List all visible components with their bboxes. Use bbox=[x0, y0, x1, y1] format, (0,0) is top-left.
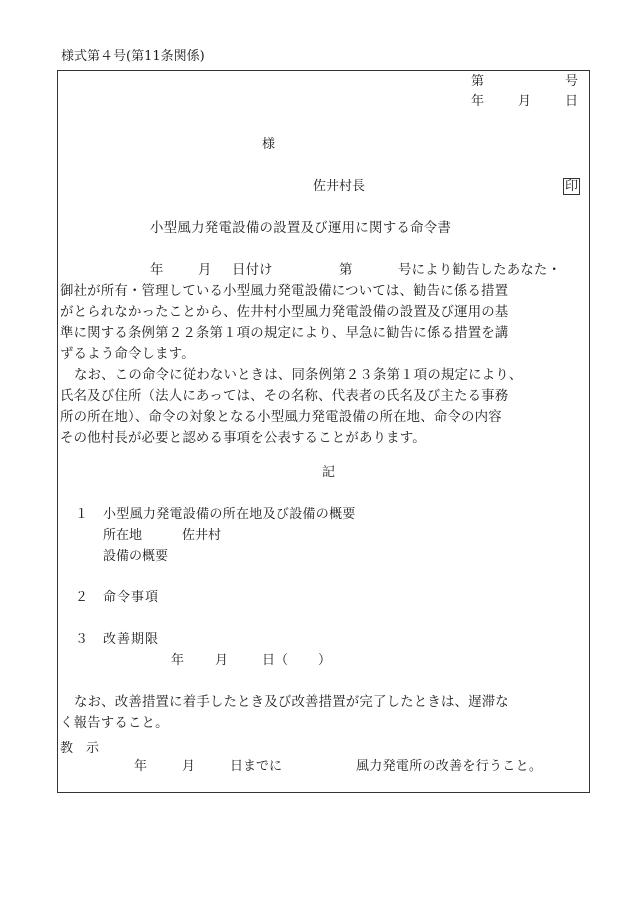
overview-label: 設備の概要 bbox=[103, 549, 169, 564]
p1-line: ずるよう命令します。 bbox=[60, 347, 195, 362]
date-day: 日 bbox=[565, 94, 579, 109]
item1-number: １ bbox=[75, 507, 89, 522]
instruction-label: 教 示 bbox=[60, 741, 100, 756]
form-label: 様式第４号(第11条関係) bbox=[61, 49, 205, 64]
p3-line: なお、改善措置に着手したとき及び改善措置が完了したときは、遅滞な bbox=[74, 695, 509, 710]
p2-line: なお、この命令に従わないときは、同条例第２３条第１項の規定により、 bbox=[74, 368, 523, 383]
ki-heading: 記 bbox=[322, 465, 336, 480]
p3-line: く報告すること。 bbox=[60, 716, 169, 731]
p2-line: 所の所在地）、命令の対象となる小型風力発電設備の所在地、命令の内容 bbox=[60, 410, 502, 425]
item3-number: ３ bbox=[75, 632, 89, 647]
instruction-month: 月 bbox=[182, 759, 196, 774]
issuer-name: 佐井村長 bbox=[313, 179, 366, 194]
addressee-honorific: 様 bbox=[262, 137, 276, 152]
p1-line: 準に関する条例第２２条第１項の規定により、早急に勧告に係る措置を講 bbox=[60, 326, 509, 341]
deadline-close: ） bbox=[318, 653, 332, 668]
item3-title: 改善期限 bbox=[103, 632, 160, 647]
instruction-year: 年 bbox=[134, 759, 148, 774]
location-label: 所在地 bbox=[103, 528, 143, 543]
deadline-month: 月 bbox=[215, 653, 229, 668]
instruction-until: 日までに bbox=[230, 759, 283, 774]
p1-rest: 号により勧告したあなた・ bbox=[398, 263, 562, 278]
p1-month: 月 bbox=[198, 263, 212, 278]
item1-title: 小型風力発電設備の所在地及び設備の概要 bbox=[103, 507, 356, 522]
deadline-year: 年 bbox=[171, 653, 185, 668]
seal-mark: 印 bbox=[565, 179, 579, 194]
date-month: 月 bbox=[518, 94, 532, 109]
item2-number: ２ bbox=[75, 590, 89, 605]
p1-line: がとられなかったことから、佐井村小型風力発電設備の設置及び運用の基 bbox=[60, 305, 509, 320]
p1-day-dated: 日付け bbox=[232, 263, 273, 278]
instruction-action: 風力発電所の改善を行うこと。 bbox=[356, 759, 543, 774]
p2-line: 氏名及び住所（法人にあっては、その名称、代表者の氏名及び主たる事務 bbox=[60, 389, 509, 404]
document-title: 小型風力発電設備の設置及び運用に関する命令書 bbox=[150, 221, 452, 236]
number-prefix: 第 bbox=[471, 74, 485, 89]
date-year: 年 bbox=[471, 94, 485, 109]
p1-line: 御社が所有・管理している小型風力発電設備については、勧告に係る措置 bbox=[60, 284, 509, 299]
location-value: 佐井村 bbox=[182, 528, 222, 543]
p1-number-prefix: 第 bbox=[339, 263, 353, 278]
p2-line: その他村長が必要と認める事項を公表することがあります。 bbox=[60, 431, 426, 446]
number-suffix: 号 bbox=[565, 74, 579, 89]
deadline-day: 日（ bbox=[262, 653, 289, 668]
item2-title: 命令事項 bbox=[103, 590, 160, 605]
p1-year: 年 bbox=[150, 263, 164, 278]
